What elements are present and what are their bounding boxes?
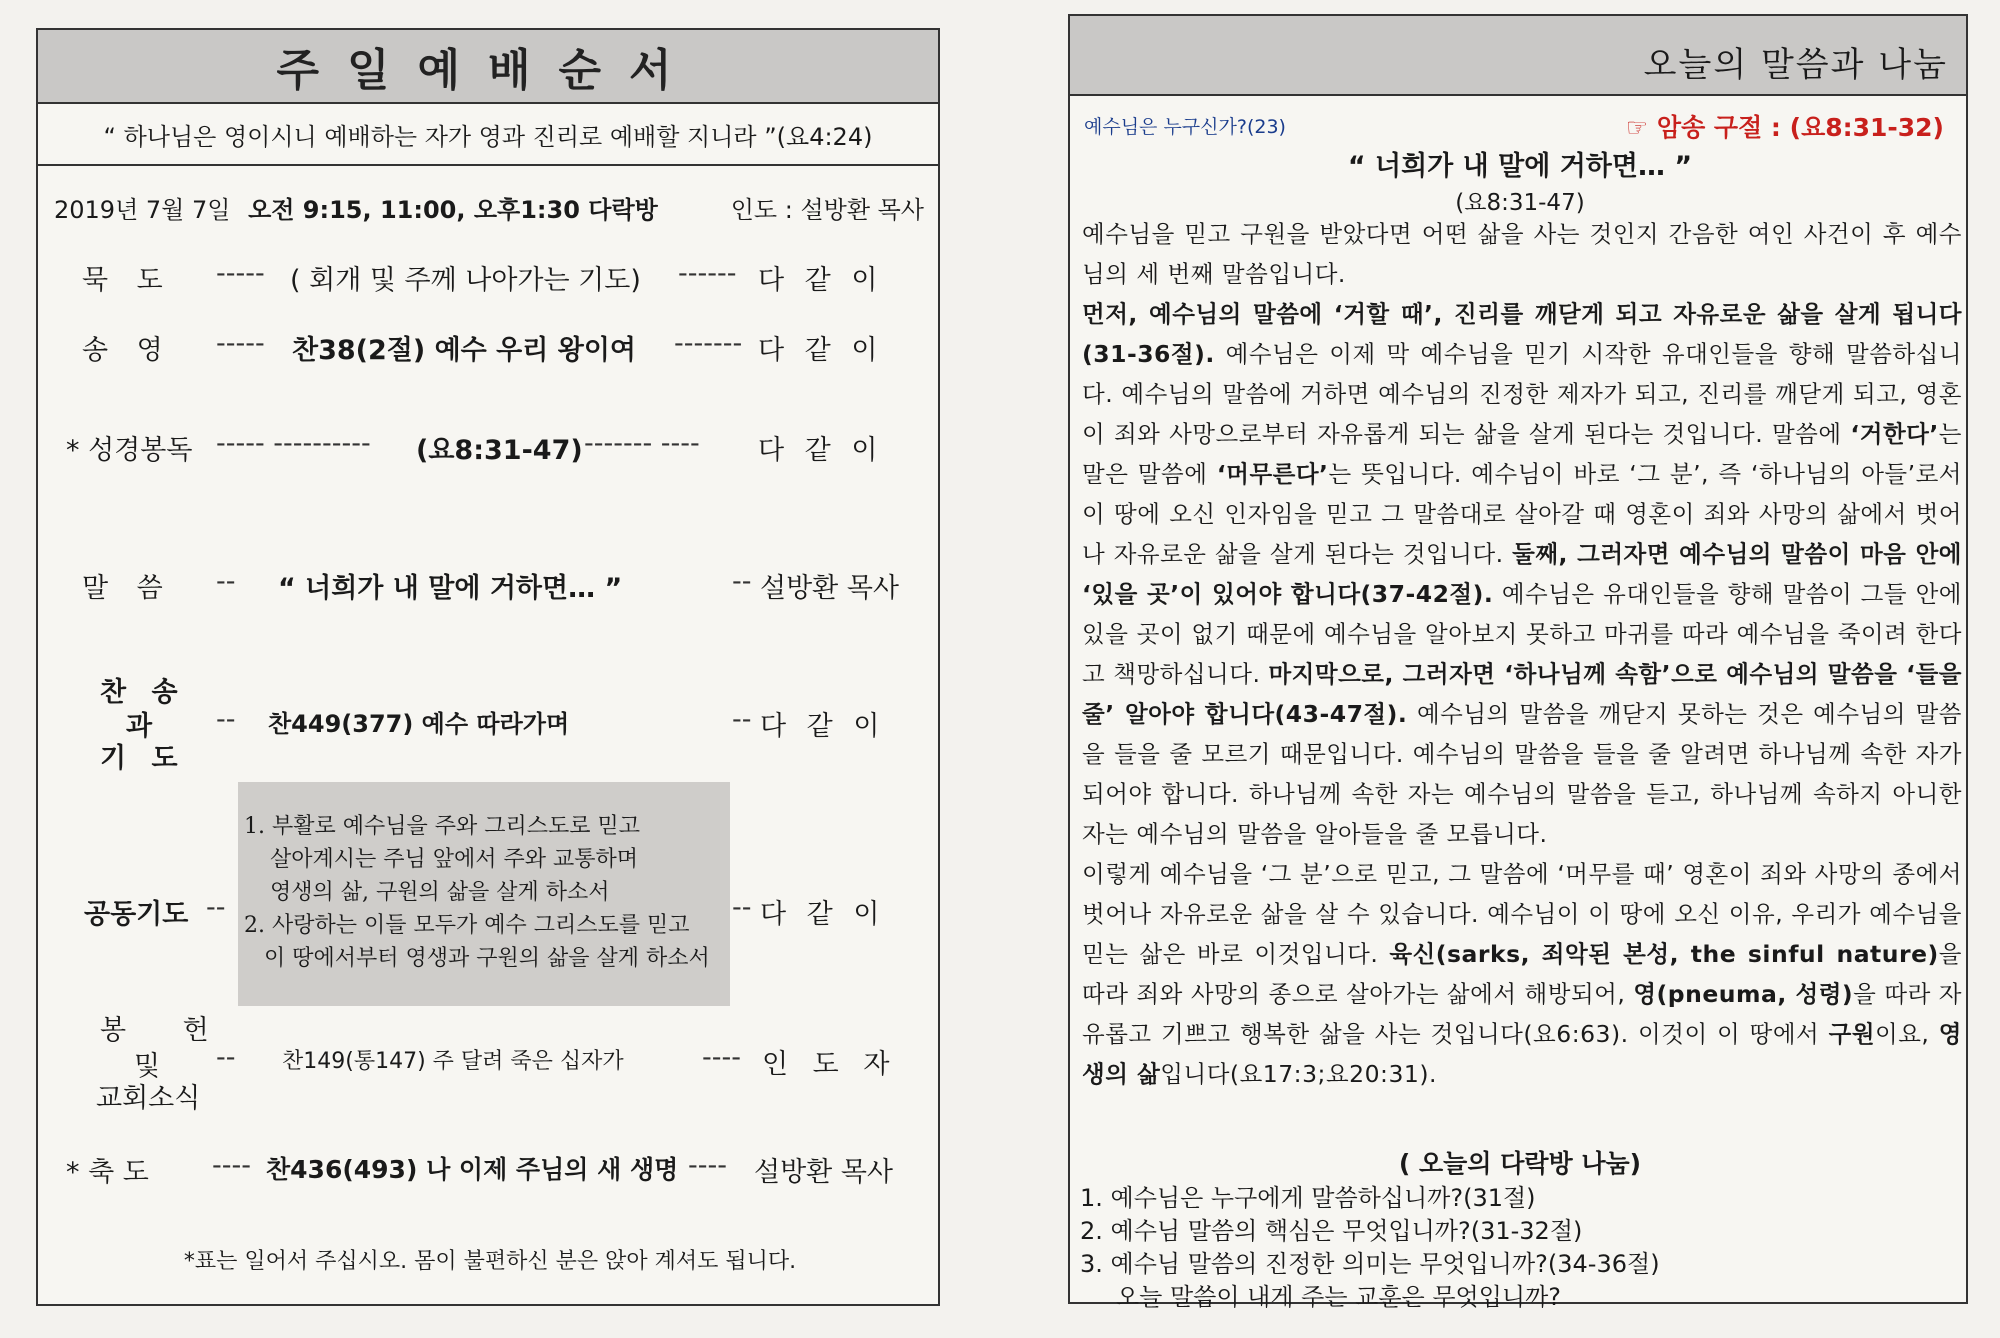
order-fill: ------- ---- — [584, 428, 700, 459]
common-prayer-box — [238, 782, 730, 1006]
prayer-line: 1. 부활로 예수님을 주와 그리스도로 믿고 — [244, 814, 640, 839]
order-label: 묵 도 — [82, 265, 173, 296]
order-item: 찬449(377) 예수 따라가며 — [268, 710, 570, 738]
service-leader: 인도 : 설방환 목사 — [730, 196, 924, 224]
order-who: 다 같 이 — [758, 335, 884, 366]
order-label: 찬 송 — [100, 677, 186, 708]
order-fill: -- — [216, 566, 236, 597]
order-label: * 성경봉독 — [66, 435, 193, 466]
paragraph-conclusion: 이렇게 예수님을 ‘그 분’으로 믿고, 그 말씀에 ‘머무를 때’ 영혼이 죄와 사망의 종에서 벗어나 자유로운 삶을 살 수 있습니다. 예수님이 이 땅에 오신 이유, 우리가 예수님을 믿는 삶은 바로 이것입니다. 육신(sarks, 죄악된 본성, the sinful nature)을 따라 죄와 사망의 종으로 살아가는 삶에서 해방되어, 영(pneuma, 성령)을 따라 자유롭고 기쁘고 행복한 삶을 사는 것입니다(요6:63). 이것이 이 땅에서 구원이요, 영생의 삶입니다(요17:3;요20:31). — [1082, 860, 1963, 1088]
order-fill: -- — [206, 892, 226, 923]
prayer-line: 2. 사랑하는 이들 모두가 예수 그리스도를 믿고 — [244, 913, 690, 938]
question-item: 오늘 말씀이 내게 주는 교훈은 무엇입니까? — [1116, 1283, 1562, 1311]
order-fill: ---- — [688, 1150, 727, 1181]
service-date: 2019년 7월 7일 — [54, 196, 231, 224]
sermon-title: “ 너희가 내 말에 거하면… ” — [1347, 151, 1693, 182]
order-who: 설방환 목사 — [754, 1157, 893, 1188]
order-item: (요8:31-47) — [416, 435, 583, 466]
sermon-reference: (요8:31-47) — [1455, 190, 1585, 216]
point-second: 둘째, 그러자면 예수님의 말씀이 마음 안에 ‘있을 곳’이 있어야 합니다(37-42절). — [1082, 540, 1962, 608]
order-item: “ 너희가 내 말에 거하면… ” — [278, 573, 623, 604]
order-who: 인 도 자 — [762, 1049, 898, 1080]
order-who: 다 같 이 — [758, 265, 884, 296]
question-item: 2. 예수님 말씀의 핵심은 무엇입니까?(31-32절) — [1080, 1217, 1583, 1245]
order-who: 다 같 이 — [760, 899, 886, 930]
order-fill: -- — [732, 566, 752, 597]
worship-order-panel — [36, 28, 940, 1306]
point-first: 먼저, 예수님의 말씀에 ‘거할 때’, 진리를 깨닫게 되고 자유로운 삶을 살게 됩니다(31-36절). — [1082, 300, 1962, 368]
theme-verse: “ 하나님은 영이시니 예배하는 자가 영과 진리로 예배할 지니라 ”(요4:24) — [38, 104, 938, 166]
order-fill: -- — [216, 1042, 236, 1073]
point-third: 마지막으로, 그러자면 ‘하나님께 속함’으로 예수님의 말씀을 ‘들을 줄’ 알아야 합니다(43-47절). — [1082, 660, 1962, 728]
order-label: * 축 도 — [66, 1157, 149, 1188]
order-label: 기 도 — [100, 743, 186, 774]
memory-verse: ☞ 암송 구절 : (요8:31-32) — [1625, 113, 1944, 142]
left-title: 주일예배순서 — [276, 45, 700, 96]
order-who: 다 같 이 — [758, 435, 884, 466]
order-fill: -- — [732, 704, 752, 735]
standing-note: *표는 일어서 주십시오. 몸이 불편하신 분은 앉아 계셔도 됩니다. — [183, 1249, 797, 1274]
order-fill: ------ — [678, 258, 737, 289]
order-label: 공동기도 — [84, 899, 189, 930]
paragraph-intro: 예수님을 믿고 구원을 받았다면 어떤 삶을 사는 것인지 간음한 여인 사건이 후 예수님의 세 번째 말씀입니다. — [1082, 220, 1962, 288]
discussion-questions — [1080, 1182, 1660, 1314]
sermon-body — [1082, 214, 1962, 1094]
order-fill: -- — [732, 892, 752, 923]
order-label: 말 씀 — [82, 573, 173, 604]
discussion-title: ( 오늘의 다락방 나눔) — [1398, 1149, 1642, 1178]
order-who: 설방환 목사 — [760, 573, 899, 604]
order-label: 및 — [134, 1051, 161, 1082]
prayer-line: 살아계시는 주님 앞에서 주와 교통하며 — [270, 847, 639, 872]
order-fill: ---- — [702, 1042, 741, 1073]
question-item: 3. 예수님 말씀의 진정한 의미는 무엇입니까?(34-36절) — [1080, 1250, 1660, 1278]
sermon-notes-panel — [1068, 14, 1968, 1311]
order-item: 찬436(493) 나 이제 주님의 새 생명 — [266, 1155, 679, 1184]
order-fill: ---- — [212, 1150, 251, 1181]
order-fill: ----- — [216, 328, 265, 359]
order-label: 교회소식 — [96, 1083, 201, 1114]
order-who: 다 같 이 — [760, 711, 886, 742]
order-item: ( 회개 및 주께 나아가는 기도) — [290, 265, 641, 296]
order-label: 송 영 — [82, 335, 173, 366]
paragraph-main: 먼저, 예수님의 말씀에 ‘거할 때’, 진리를 깨닫게 되고 자유로운 삶을 살게 됩니다(31-36절). 예수님은 이제 막 예수님을 믿기 시작한 유대인들을 향해 말씀하십니다. 예수님의 말씀에 거하면 예수님의 진정한 제자가 되고, 진리를 깨닫게 되고, 영혼이 죄와 사망으로부터 자유롭게 되는 삶을 살게 된다는 것입니다. 말씀에 ‘거한다’는 말은 말씀에 ‘머무른다’는 뜻입니다. 예수님이 바로 ‘그 분’, 즉 ‘하나님의 아들’로서 이 땅에 오신 인자임을 믿고 그 말씀대로 살아갈 때 영혼이 죄와 사망의 삶에서 벗어나 자유로운 삶을 살게 된다는 것입니다. 둘째, 그러자면 예수님의 말씀이 마음 안에 ‘있을 곳’이 있어야 합니다(37-42절). 예수님은 유대인들을 향해 말씀이 그들 안에 있을 곳이 없기 때문에 예수님을 알아보지 못하고 마귀를 따라 예수님을 죽이려 한다고 책망하십니다. 마지막으로, 그러자면 ‘하나님께 속함’으로 예수님의 말씀을 ‘들을 줄’ 알아야 합니다(43-47절). 예수님의 말씀을 깨닫지 못하는 것은 예수님의 말씀을 들을 줄 모르기 때문입니다. 예수님의 말씀을 들을 줄 알려면 하나님께 속한 자가 되어야 합니다. 하나님께 속한 자는 예수님의 말씀을 듣고, 하나님께 속하지 아니한 자는 예수님의 말씀을 알아들을 줄 모릅니다. — [1082, 300, 1963, 848]
service-times: 오전 9:15, 11:00, 오후1:30 다락방 — [248, 196, 658, 224]
order-fill: -- — [216, 704, 236, 735]
right-header — [1070, 16, 1966, 96]
left-header — [38, 30, 938, 104]
right-title: 오늘의 말씀과 나눔 — [1643, 45, 1948, 85]
series-label: 예수님은 누구신가?(23) — [1084, 116, 1286, 138]
order-fill: ----- ---------- — [216, 428, 371, 459]
order-item: 찬38(2절) 예수 우리 왕이여 — [292, 335, 636, 366]
order-fill: ------- — [674, 328, 743, 359]
order-label: 과 — [126, 711, 153, 742]
order-fill: ----- — [216, 258, 265, 289]
prayer-line: 이 땅에서부터 영생과 구원의 삶을 살게 하소서 — [264, 946, 710, 971]
order-item: 찬149(통147) 주 달려 죽은 십자가 — [282, 1049, 624, 1074]
prayer-line: 영생의 삶, 구원의 삶을 살게 하소서 — [270, 880, 610, 905]
question-item: 1. 예수님은 누구에게 말씀하십니까?(31절) — [1080, 1184, 1536, 1212]
order-label: 봉 헌 — [100, 1015, 233, 1046]
service-info — [54, 190, 924, 225]
